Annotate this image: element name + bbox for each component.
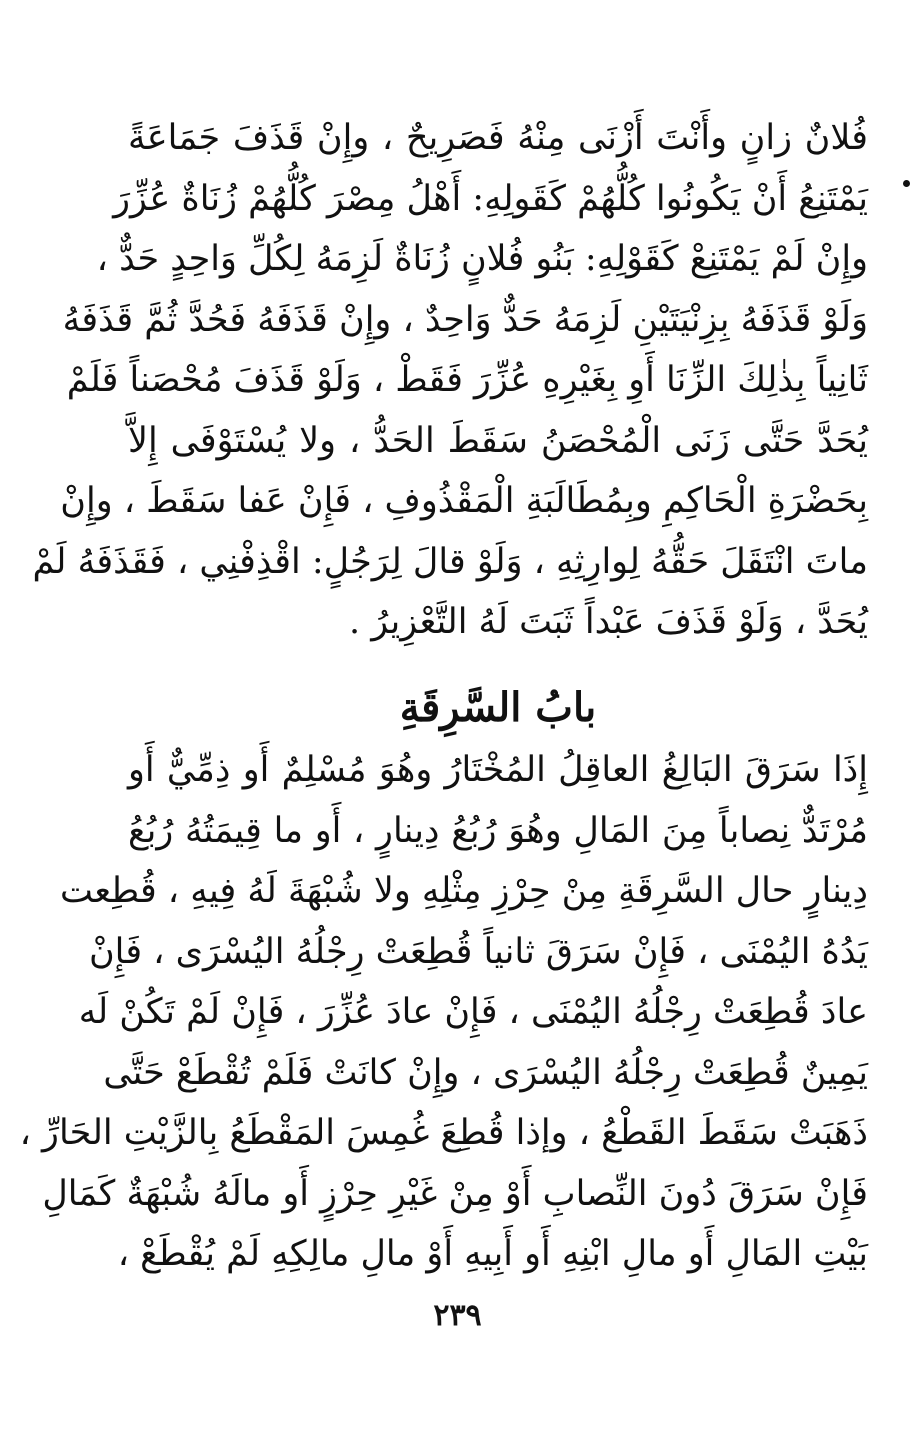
text-line: يَمِينٌ قُطِعَتْ رِجْلُهُ اليُسْرَى ، وإِنْ كانَتْ فَلَمْ تُقْطَعْ حَتَّى [103,1052,868,1093]
margin-mark [903,180,910,187]
text-line: يَمْتَنِعُ أَنْ يَكُونُوا كُلُّهُمْ كَقَولِهِ: أَهْلُ مِصْرَ كُلُّهُمْ زُنَاةٌ عُزِّرَ [113,178,868,219]
text-line: بِحَضْرَةِ الْحَاكِمِ وبِمُطَالَبَةِ الْمَقْذُوفِ ، فَإِنْ عَفا سَقَطَ ، وإِنْ [60,481,868,521]
text-line: يَدُهُ اليُمْنَى ، فَإِنْ سَرَقَ ثانياً قُطِعَتْ رِجْلُهُ اليُسْرَى ، فَإِنْ [88,931,868,972]
text-line: ثَانِياً بِذٰلِكَ الزِّنَا أَوِ بِغَيْرِهِ عُزِّرَ فَقَطْ ، وَلَوْ قَذَفَ مُحْصَناً فَلَمْ [66,360,868,400]
text-line: عادَ قُطِعَتْ رِجْلُهُ اليُمْنَى ، فَإِنْ عادَ عُزِّرَ ، فَإِنْ لَمْ تَكُنْ لَه [78,992,868,1032]
text-line: إِذَا سَرَقَ البَالِغُ العاقِلُ المُخْتَارُ وهُوَ مُسْلِمٌ أَو ذِمِّيٌّ أَو [128,750,868,790]
text-line: فَإِنْ سَرَقَ دُونَ النِّصابِ أَوْ مِنْ غَيْرِ حِرْزٍ أَو مالَهُ شُبْهَةٌ كَمَالِ [42,1173,868,1214]
bottom-paragraph [19,740,868,1285]
text-line: دِينارٍ حال السَّرِقَةِ مِنْ حِرْزِ مِثْلِهِ ولا شُبْهَةَ لَهُ فِيهِ ، قُطِعت [59,871,868,911]
text-line: يُحَدَّ حَتَّى زَنَى الْمُحْصَنُ سَقَطَ الحَدُّ ، ولا يُسْتَوْفَى إِلاَّ [128,420,868,461]
text-line: ذَهَبَتْ سَقَطَ القَطْعُ ، وإذا قُطِعَ غُمِسَ المَقْطَعُ بِالزَّيْتِ الحَارِّ ، [19,1113,868,1153]
text-line: مُرْتَدٌّ نِصاباً مِنَ المَالِ وهُوَ رُبُعُ دِينارٍ ، أَو ما قِيمَتُهُ رُبُعُ [128,810,868,851]
text-line: يُحَدَّ ، وَلَوْ قَذَفَ عَبْداً ثَبَتَ لَهُ التَّعْزِيرُ . [348,602,868,642]
text-line: وَلَوْ قَذَفَهُ بِزِنْيَتَيْنِ لَزِمَهُ حَدٌّ وَاحِدٌ ، وإِنْ قَذَفَهُ فَحُدَّ ثُمَّ قَذَفَهُ [62,299,868,340]
top-paragraph [32,108,868,653]
page-number: ٢٣٩ [433,1298,482,1333]
text-line: وإِنْ لَمْ يَمْتَنِعْ كَقَوْلِهِ: بَنُو فُلانٍ زُنَاةٌ لَزِمَهُ لِكُلِّ وَاحِدٍ حَدٌّ ، [96,239,868,279]
text-line: بَيْتِ المَالِ أَو مالِ ابْنِهِ أَو أَبِيهِ أَوْ مالِ مالِكِهِ لَمْ يُقْطَعْ ، [117,1234,868,1274]
text-line: فُلانٌ زانٍ وأَنْتَ أَزْنَى مِنْهُ فَصَرِيحٌ ، وإِنْ قَذَفَ جَمَاعَةً [128,118,868,158]
section-heading: بابُ السَّرِقَةِ [399,684,597,731]
text-line: ماتَ انْتَقَلَ حَقُّهُ لِوارِثِهِ ، وَلَوْ قالَ لِرَجُلٍ: اقْذِفْنِي ، فَقَذَفَهُ لَمْ [32,541,868,582]
